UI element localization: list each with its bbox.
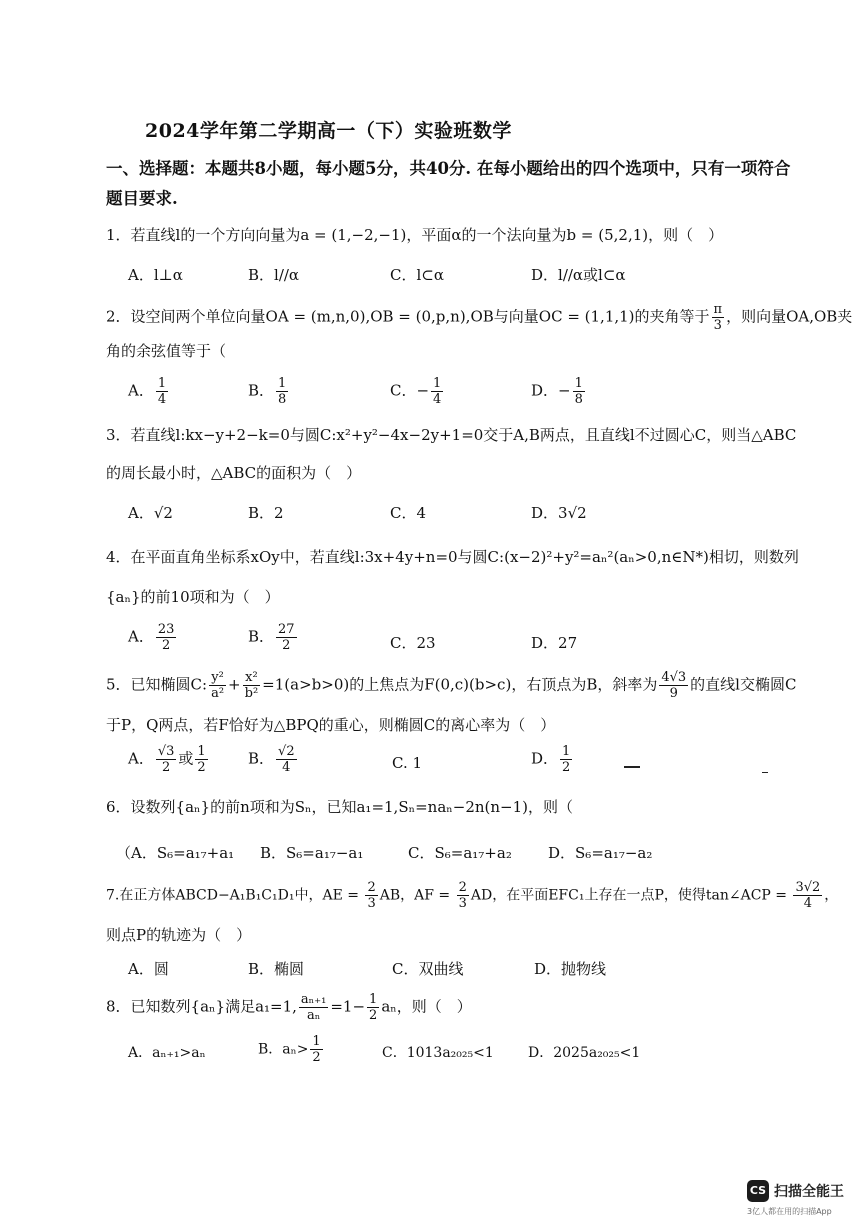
question-2-stem-line2: 角的余弦值等于（ <box>106 342 227 360</box>
q4-option-b: B． $\frac{27}{2}$ <box>248 622 295 653</box>
q8-option-a: A．aₙ₊₁>aₙ <box>128 1045 206 1061</box>
q1-option-a: A．l⊥α <box>128 266 183 284</box>
q5-option-a: A． $\frac{√3}{2}$ 或 $\frac{1}{2}$ <box>128 744 206 775</box>
question-3-stem-line2: 的周长最小时，△ABC的面积为（ ） <box>106 464 362 482</box>
q7-option-a: A．圆 <box>128 960 169 978</box>
question-7-stem-line2: 则点P的轨迹为（ ） <box>106 926 252 944</box>
q8-option-b: B．aₙ> $\frac{1}{2}$ <box>258 1034 321 1065</box>
question-2-stem-line1: 2．设空间两个单位向量OA = (m,n,0),OB = (0,p,n),OB与向量OC = (1,1,1)的夹角等于 $\frac{\pi}{3}$ ，则向量OA,OB夹 <box>106 302 853 333</box>
q7-option-d: D．抛物线 <box>534 960 607 978</box>
question-7-stem-line1: 7.在正方体ABCD−A₁B₁C₁D₁中，AE = $\frac{2}{3}$ AB，AF = $\frac{2}{3}$ AD，在平面EFC₁上存在一点P，使得tan∠ACP = $\frac{3√2}{4}$ ， <box>106 880 839 911</box>
pi-over-3: $\frac{\pi}{3}$ <box>713 302 723 333</box>
watermark-subtitle: 3亿人都在用的扫描App <box>747 1207 832 1216</box>
q5-option-d: D． $\frac{1}{2}$ <box>531 744 571 775</box>
q3-option-d: D．3√2 <box>531 504 587 522</box>
q3-option-c: C．4 <box>390 504 427 522</box>
q2-option-b: B． $\frac{1}{8}$ <box>248 376 287 407</box>
q7-option-c: C．双曲线 <box>392 960 464 978</box>
q4-option-a: A． $\frac{23}{2}$ <box>128 622 175 653</box>
q6-option-d: D．S₆=a₁₇−a₂ <box>548 844 653 862</box>
q2-option-c: C．− $\frac{1}{4}$ <box>390 376 442 407</box>
scan-mark <box>624 766 640 768</box>
q6-option-a: （A．S₆=a₁₇+a₁ <box>116 844 235 862</box>
question-6-stem: 6．设数列{aₙ}的前n项和为Sₙ，已知a₁=1,Sₙ=naₙ−2n(n−1)，则（ <box>106 798 574 816</box>
q1-option-b: B．l//α <box>248 266 300 284</box>
q7-option-b: B．椭圆 <box>248 960 305 978</box>
question-4-stem-line2: {aₙ}的前10项和为（ ） <box>106 588 280 606</box>
q6-option-b: B．S₆=a₁₇−a₁ <box>260 844 364 862</box>
camscanner-logo-icon: CS <box>747 1180 769 1202</box>
q5-option-c: C. 1 <box>392 754 423 772</box>
question-8-stem: 8．已知数列{aₙ}满足a₁=1, $\frac{\text{aₙ₊₁}}{\text{aₙ}}$ =1− $\frac{1}{2}$ aₙ，则（ ） <box>106 992 472 1023</box>
q1-option-c: C．l⊂α <box>390 266 444 284</box>
q2-option-d: D．− $\frac{1}{8}$ <box>531 376 583 407</box>
question-5-stem-line1: 5．已知椭圆C: $\frac{\text{y²}}{\text{a²}}$ + $\frac{\text{x²}}{\text{b²}}$ =1(a>b>0)的上焦点为F(0,c)(b>c)，右顶点为B，斜率为 $\frac{4√3}{9}$ 的直线l交椭圆C <box>106 670 797 701</box>
question-5-stem-line2: 于P，Q两点，若F恰好为△BPQ的重心，则椭圆C的离心率为（ ） <box>106 716 556 734</box>
q2-option-a: A． $\frac{1}{4}$ <box>128 376 167 407</box>
q3-option-b: B．2 <box>248 504 284 522</box>
q3-option-a: A．√2 <box>128 504 173 522</box>
scan-mark <box>762 772 768 773</box>
camscanner-watermark <box>747 1178 855 1220</box>
question-4-stem-line1: 4．在平面直角坐标系xOy中，若直线l:3x+4y+n=0与圆C:(x−2)²+y²=aₙ²(aₙ>0,n∈N*)相切，则数列 <box>106 548 799 566</box>
q8-option-c: C．1013a₂₀₂₅<1 <box>382 1045 494 1061</box>
exam-title: 2024学年第二学期高一（下）实验班数学 <box>145 120 512 142</box>
q5-option-b: B． $\frac{√2}{4}$ <box>248 744 295 775</box>
q6-option-c: C．S₆=a₁₇+a₂ <box>408 844 512 862</box>
q4-option-c: C．23 <box>390 634 436 652</box>
question-1-stem: 1．若直线l的一个方向向量为a = (1,−2,−1)，平面α的一个法向量为b = (5,2,1)，则（ ） <box>106 226 724 244</box>
watermark-name: 扫描全能王 <box>774 1184 844 1200</box>
question-3-stem-line1: 3．若直线l:kx−y+2−k=0与圆C:x²+y²−4x−2y+1=0交于A,B两点，且直线l不过圆心C，则当△ABC <box>106 426 797 444</box>
q8-option-d: D．2025a₂₀₂₅<1 <box>528 1045 641 1061</box>
section-heading: 一、选择题：本题共8小题，每小题5分，共40分. 在每小题给出的四个选项中，只有一项符合题目要求. <box>106 159 791 208</box>
q1-option-d: D．l//α或l⊂α <box>531 266 626 284</box>
q4-option-d: D．27 <box>531 634 578 652</box>
